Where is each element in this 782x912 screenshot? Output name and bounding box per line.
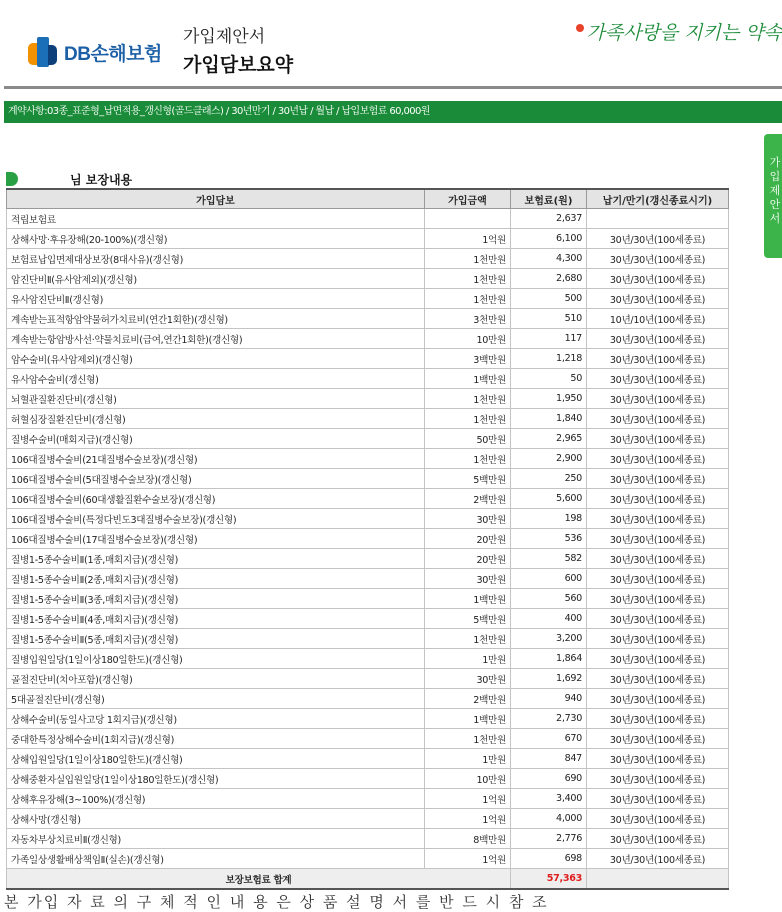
table-row — [7, 729, 729, 749]
coverage-name-cell: 허혈심장질환진단비(갱신형) — [7, 409, 425, 429]
premium-cell: 600 — [511, 569, 587, 589]
term-cell: 30년/30년(100세종료) — [587, 709, 729, 729]
total-value: 57,363 — [511, 869, 587, 890]
premium-cell: 510 — [511, 309, 587, 329]
table-row — [7, 849, 729, 869]
term-cell: 30년/30년(100세종료) — [587, 329, 729, 349]
coverage-name-cell: 계속받는표적항암약물허가치료비(연간1회한)(갱신형) — [7, 309, 425, 329]
amount-cell: 1천만원 — [425, 269, 511, 289]
amount-cell: 1천만원 — [425, 629, 511, 649]
table-row — [7, 289, 729, 309]
table-row — [7, 409, 729, 429]
coverage-name-cell: 가족일상생활배상책임Ⅱ(실손)(갱신형) — [7, 849, 425, 869]
term-cell: 30년/30년(100세종료) — [587, 449, 729, 469]
amount-cell: 30만원 — [425, 569, 511, 589]
table-row — [7, 649, 729, 669]
premium-cell: 940 — [511, 689, 587, 709]
total-row — [7, 869, 729, 890]
section-title: 님 보장내용 — [70, 172, 133, 187]
coverage-name-cell: 암진단비Ⅱ(유사암제외)(갱신형) — [7, 269, 425, 289]
term-cell: 30년/30년(100세종료) — [587, 229, 729, 249]
doc-subtitle: 가입담보요약 — [183, 54, 294, 76]
header-premium: 보험료(원) — [511, 189, 587, 209]
premium-cell: 2,900 — [511, 449, 587, 469]
table-row — [7, 249, 729, 269]
term-cell: 30년/30년(100세종료) — [587, 529, 729, 549]
coverage-name-cell: 자동차부상치료비Ⅱ(갱신형) — [7, 829, 425, 849]
coverage-name-cell: 106대질병수술비(17대질병수술보장)(갱신형) — [7, 529, 425, 549]
amount-cell: 1천만원 — [425, 449, 511, 469]
coverage-name-cell: 상해수술비(동일사고당 1회지급)(갱신형) — [7, 709, 425, 729]
premium-cell: 690 — [511, 769, 587, 789]
table-row — [7, 429, 729, 449]
coverage-name-cell: 유사암수술비(갱신형) — [7, 369, 425, 389]
table-row — [7, 809, 729, 829]
coverage-name-cell: 질병1-5종수술비Ⅱ(2종,매회지급)(갱신형) — [7, 569, 425, 589]
header-amount: 가입금액 — [425, 189, 511, 209]
premium-cell: 4,300 — [511, 249, 587, 269]
premium-cell: 1,840 — [511, 409, 587, 429]
header-divider — [4, 86, 782, 89]
table-row — [7, 329, 729, 349]
amount-cell: 10만원 — [425, 329, 511, 349]
amount-cell: 1천만원 — [425, 729, 511, 749]
term-cell: 30년/30년(100세종료) — [587, 829, 729, 849]
premium-cell: 847 — [511, 749, 587, 769]
slogan-text: 가족사랑을 지키는 약속 — [586, 22, 782, 44]
term-cell: 10년/10년(100세종료) — [587, 309, 729, 329]
coverage-name-cell: 5대골절진단비(갱신형) — [7, 689, 425, 709]
coverage-name-cell: 질병1-5종수술비Ⅱ(3종,매회지급)(갱신형) — [7, 589, 425, 609]
coverage-name-cell: 106대질병수술비(특정다빈도3대질병수술보장)(갱신형) — [7, 509, 425, 529]
table-row — [7, 489, 729, 509]
coverage-name-cell: 질병1-5종수술비Ⅱ(4종,매회지급)(갱신형) — [7, 609, 425, 629]
table-row — [7, 309, 729, 329]
side-tab-proposal[interactable] — [764, 134, 782, 258]
amount-cell: 5백만원 — [425, 609, 511, 629]
table-row — [7, 709, 729, 729]
term-cell: 30년/30년(100세종료) — [587, 609, 729, 629]
table-row — [7, 229, 729, 249]
amount-cell: 1억원 — [425, 809, 511, 829]
coverage-name-cell: 상해중환자실입원일당(1일이상180일한도)(갱신형) — [7, 769, 425, 789]
coverage-name-cell: 상해사망·후유장해(20-100%)(갱신형) — [7, 229, 425, 249]
term-cell: 30년/30년(100세종료) — [587, 649, 729, 669]
db-logo-icon — [26, 35, 60, 69]
term-cell: 30년/30년(100세종료) — [587, 809, 729, 829]
premium-cell: 3,200 — [511, 629, 587, 649]
total-label: 보장보험료 합계 — [7, 869, 511, 890]
amount-cell: 1백만원 — [425, 369, 511, 389]
coverage-name-cell: 계속받는항암방사선·약물치료비(급여,연간1회한)(갱신형) — [7, 329, 425, 349]
footer-note: 본 가입 자 료 의 구 체 적 인 내 용 은 상 품 설 명 서 를 반 드 시 참 조 — [4, 893, 549, 911]
table-row — [7, 449, 729, 469]
table-row — [7, 789, 729, 809]
coverage-name-cell: 질병1-5종수술비Ⅱ(5종,매회지급)(갱신형) — [7, 629, 425, 649]
premium-cell: 1,864 — [511, 649, 587, 669]
table-row — [7, 549, 729, 569]
amount-cell — [425, 209, 511, 229]
coverage-name-cell: 중대한특정상해수술비(1회지급)(갱신형) — [7, 729, 425, 749]
amount-cell: 20만원 — [425, 549, 511, 569]
term-cell: 30년/30년(100세종료) — [587, 769, 729, 789]
term-cell: 30년/30년(100세종료) — [587, 689, 729, 709]
term-cell: 30년/30년(100세종료) — [587, 409, 729, 429]
amount-cell: 1만원 — [425, 749, 511, 769]
coverage-name-cell: 질병수술비(매회지급)(갱신형) — [7, 429, 425, 449]
amount-cell: 1만원 — [425, 649, 511, 669]
term-cell — [587, 209, 729, 229]
amount-cell: 1천만원 — [425, 249, 511, 269]
amount-cell: 1백만원 — [425, 589, 511, 609]
amount-cell: 1억원 — [425, 849, 511, 869]
coverage-table — [6, 188, 729, 890]
coverage-name-cell: 106대질병수술비(60대생활질환수술보장)(갱신형) — [7, 489, 425, 509]
term-cell: 30년/30년(100세종료) — [587, 489, 729, 509]
table-row — [7, 589, 729, 609]
premium-cell: 117 — [511, 329, 587, 349]
term-cell: 30년/30년(100세종료) — [587, 629, 729, 649]
premium-cell: 4,000 — [511, 809, 587, 829]
amount-cell: 5백만원 — [425, 469, 511, 489]
table-row — [7, 609, 729, 629]
header-term: 납기/만기(갱신종료시기) — [587, 189, 729, 209]
term-cell: 30년/30년(100세종료) — [587, 569, 729, 589]
premium-cell: 400 — [511, 609, 587, 629]
table-row — [7, 629, 729, 649]
table-row — [7, 749, 729, 769]
premium-cell: 560 — [511, 589, 587, 609]
term-cell: 30년/30년(100세종료) — [587, 249, 729, 269]
amount-cell: 1천만원 — [425, 389, 511, 409]
coverage-name-cell: 암수술비(유사암제외)(갱신형) — [7, 349, 425, 369]
term-cell: 30년/30년(100세종료) — [587, 469, 729, 489]
premium-cell: 2,680 — [511, 269, 587, 289]
total-empty-cell — [587, 869, 729, 890]
term-cell: 30년/30년(100세종료) — [587, 729, 729, 749]
table-row — [7, 269, 729, 289]
coverage-name-cell: 적립보험료 — [7, 209, 425, 229]
table-row — [7, 469, 729, 489]
amount-cell: 3천만원 — [425, 309, 511, 329]
side-tab-char: 가 — [769, 156, 781, 169]
coverage-name-cell: 유사암진단비Ⅱ(갱신형) — [7, 289, 425, 309]
table-row — [7, 529, 729, 549]
premium-cell: 2,776 — [511, 829, 587, 849]
premium-cell: 1,950 — [511, 389, 587, 409]
premium-cell: 2,637 — [511, 209, 587, 229]
contract-summary-bar: 계약사항:03종_표준형_납면적용_갱신형(골드클래스) / 30년만기 / 30년납 / 월납 / 납입보험료 60,000원 — [4, 101, 782, 123]
table-row — [7, 349, 729, 369]
doc-title: 가입제안서 — [183, 27, 266, 47]
amount-cell: 2백만원 — [425, 489, 511, 509]
term-cell: 30년/30년(100세종료) — [587, 789, 729, 809]
coverage-name-cell: 상해후유장해(3~100%)(갱신형) — [7, 789, 425, 809]
premium-cell: 250 — [511, 469, 587, 489]
premium-cell: 698 — [511, 849, 587, 869]
premium-cell: 670 — [511, 729, 587, 749]
coverage-name-cell: 질병1-5종수술비Ⅱ(1종,매회지급)(갱신형) — [7, 549, 425, 569]
term-cell: 30년/30년(100세종료) — [587, 549, 729, 569]
header-coverage: 가입담보 — [7, 189, 425, 209]
slogan — [576, 18, 782, 45]
side-tab-char: 입 — [769, 170, 781, 183]
table-row — [7, 769, 729, 789]
amount-cell: 1억원 — [425, 229, 511, 249]
coverage-name-cell: 106대질병수술비(5대질병수술보장)(갱신형) — [7, 469, 425, 489]
amount-cell: 1천만원 — [425, 289, 511, 309]
logo-text: DB손해보험 — [64, 43, 162, 65]
premium-cell: 1,218 — [511, 349, 587, 369]
amount-cell: 2백만원 — [425, 689, 511, 709]
premium-cell: 536 — [511, 529, 587, 549]
premium-cell: 50 — [511, 369, 587, 389]
amount-cell: 20만원 — [425, 529, 511, 549]
table-row — [7, 829, 729, 849]
side-tab-char: 서 — [769, 212, 781, 225]
coverage-name-cell: 상해사망(갱신형) — [7, 809, 425, 829]
section-bullet-icon — [6, 172, 18, 186]
premium-cell: 198 — [511, 509, 587, 529]
table-row — [7, 669, 729, 689]
amount-cell: 30만원 — [425, 509, 511, 529]
term-cell: 30년/30년(100세종료) — [587, 389, 729, 409]
coverage-name-cell: 질병입원일당(1일이상180일한도)(갱신형) — [7, 649, 425, 669]
premium-cell: 2,730 — [511, 709, 587, 729]
premium-cell: 5,600 — [511, 489, 587, 509]
table-header-row — [7, 189, 729, 209]
coverage-name-cell: 106대질병수술비(21대질병수술보장)(갱신형) — [7, 449, 425, 469]
amount-cell: 8백만원 — [425, 829, 511, 849]
amount-cell: 10만원 — [425, 769, 511, 789]
term-cell: 30년/30년(100세종료) — [587, 429, 729, 449]
coverage-name-cell: 뇌혈관질환진단비(갱신형) — [7, 389, 425, 409]
table-row — [7, 689, 729, 709]
premium-cell: 582 — [511, 549, 587, 569]
term-cell: 30년/30년(100세종료) — [587, 349, 729, 369]
side-tab-char: 안 — [769, 198, 781, 211]
term-cell: 30년/30년(100세종료) — [587, 589, 729, 609]
heart-icon — [576, 24, 584, 32]
amount-cell: 1백만원 — [425, 709, 511, 729]
term-cell: 30년/30년(100세종료) — [587, 289, 729, 309]
table-row — [7, 509, 729, 529]
amount-cell: 30만원 — [425, 669, 511, 689]
table-row — [7, 569, 729, 589]
term-cell: 30년/30년(100세종료) — [587, 509, 729, 529]
premium-cell: 1,692 — [511, 669, 587, 689]
term-cell: 30년/30년(100세종료) — [587, 669, 729, 689]
side-tab-char: 제 — [769, 184, 781, 197]
table-row — [7, 389, 729, 409]
company-logo — [26, 34, 162, 70]
premium-cell: 6,100 — [511, 229, 587, 249]
premium-cell: 500 — [511, 289, 587, 309]
amount-cell: 1천만원 — [425, 409, 511, 429]
term-cell: 30년/30년(100세종료) — [587, 369, 729, 389]
table-row — [7, 369, 729, 389]
amount-cell: 3백만원 — [425, 349, 511, 369]
coverage-name-cell: 골절진단비(치아포함)(갱신형) — [7, 669, 425, 689]
amount-cell: 50만원 — [425, 429, 511, 449]
premium-cell: 3,400 — [511, 789, 587, 809]
section-header — [6, 170, 132, 188]
premium-cell: 2,965 — [511, 429, 587, 449]
coverage-name-cell: 보험료납입면제대상보장(8대사유)(갱신형) — [7, 249, 425, 269]
term-cell: 30년/30년(100세종료) — [587, 269, 729, 289]
table-row — [7, 209, 729, 229]
amount-cell: 1억원 — [425, 789, 511, 809]
term-cell: 30년/30년(100세종료) — [587, 849, 729, 869]
coverage-name-cell: 상해입원일당(1일이상180일한도)(갱신형) — [7, 749, 425, 769]
term-cell: 30년/30년(100세종료) — [587, 749, 729, 769]
